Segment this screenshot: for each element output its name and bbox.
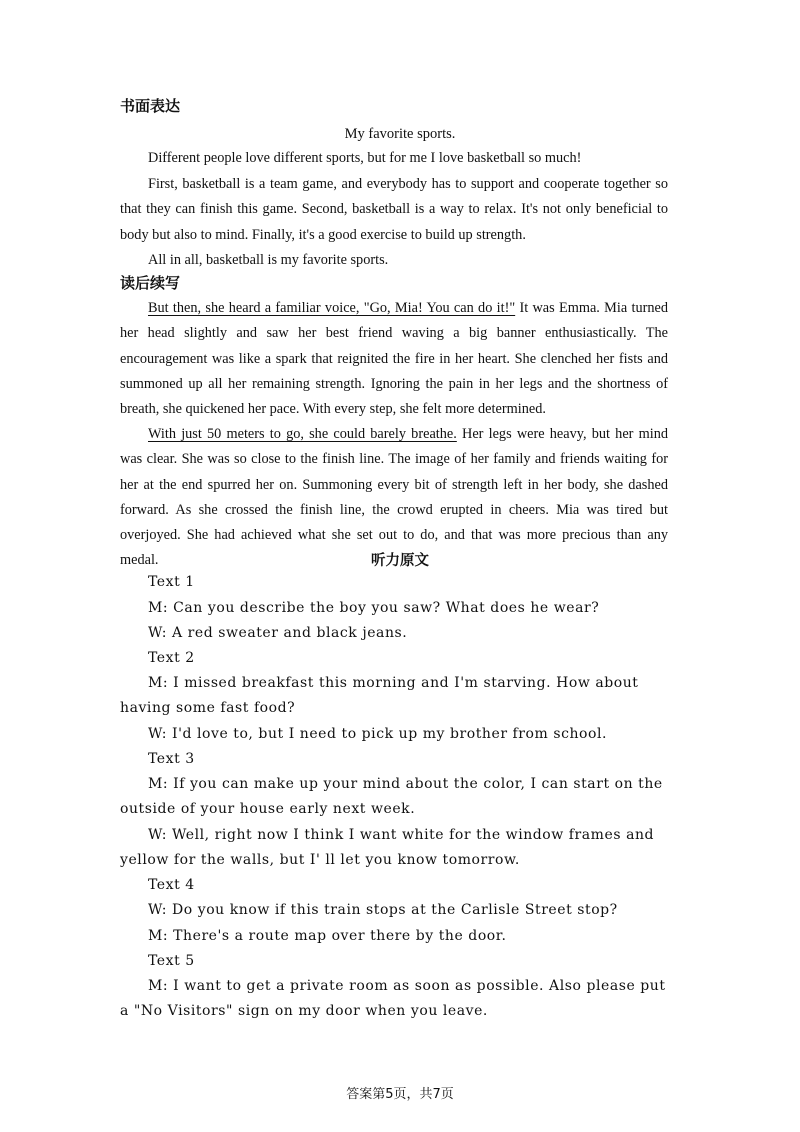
- paragraph-2-body: Her legs were heavy, but her mind was clear. She was so close to the finish line. The image of her family and friends waiting for her at the end spurred her on. Summoning every bit of strength left in her body, she dashed forward. As she crossed the finish line, the crowd erupted in cheers. Mia was tired but overjoyed. She had achieved what she set out to do, and that was more precious than any medal.: [120, 426, 668, 569]
- listening-text-5-label: Text 5: [148, 953, 195, 969]
- essay-title: My favorite sports.: [344, 126, 456, 142]
- listening-line: M: There's a route map over there by the door.: [148, 928, 507, 944]
- listening-text-3-label: Text 3: [148, 751, 195, 767]
- listening-line: M: If you can make up your mind about the color, I can start on the outside of your house early next week.: [120, 776, 663, 818]
- paragraph-1-body: It was Emma. Mia turned her head slightly and saw her best friend waving a big banner enthusiastically. The encouragement was like a spark that reignited the fire in her heart. She clenched her fists and summoned up all her remaining strength. Ignoring the pain in her legs and the shortness of breath, she quickened her pace. With every step, she felt more determined.: [120, 300, 668, 418]
- listening-line: M: I missed breakfast this morning and I'm starving. How about having some fast food?: [120, 675, 639, 717]
- essay-paragraph-1: Different people love different sports, but for me I love basketball so much!: [148, 150, 582, 166]
- listening-section-heading: 听力原文: [371, 553, 429, 569]
- listening-text-4-label: Text 4: [148, 877, 195, 893]
- paragraph-1-given-opening: But then, she heard a familiar voice, "Go, Mia! You can do it!": [148, 300, 516, 316]
- listening-line: M: Can you describe the boy you saw? What does he wear?: [148, 600, 600, 616]
- listening-line: W: Do you know if this train stops at the Carlisle Street stop?: [148, 902, 618, 918]
- continuation-paragraph-1: [120, 296, 668, 422]
- continuation-section-heading: 读后续写: [120, 274, 181, 292]
- listening-text-1-label: Text 1: [148, 574, 195, 590]
- page-footer: 答案第5页，共7页: [346, 1087, 454, 1102]
- essay-paragraph-2: First, basketball is a team game, and everybody has to support and cooperate together so that they can finish this game. Second, basketball is a way to relax. It's not only beneficial to body but also to mind. Finally, it's a good exercise to build up strength.: [120, 176, 668, 243]
- writing-section-heading: 书面表达: [120, 97, 181, 115]
- listening-line: W: A red sweater and black jeans.: [148, 625, 408, 641]
- listening-line: W: Well, right now I think I want white for the window frames and yellow for the walls, but I' ll let you know tomorrow.: [120, 827, 655, 869]
- paragraph-2-given-opening: With just 50 meters to go, she could barely breathe.: [148, 426, 457, 442]
- listening-line: W: I'd love to, but I need to pick up my brother from school.: [148, 726, 608, 742]
- listening-text-2-label: Text 2: [148, 650, 195, 666]
- listening-line: M: I want to get a private room as soon as possible. Also please put a "No Visitors" sign on my door when you leave.: [120, 978, 666, 1020]
- essay-paragraph-3: All in all, basketball is my favorite sports.: [148, 252, 389, 268]
